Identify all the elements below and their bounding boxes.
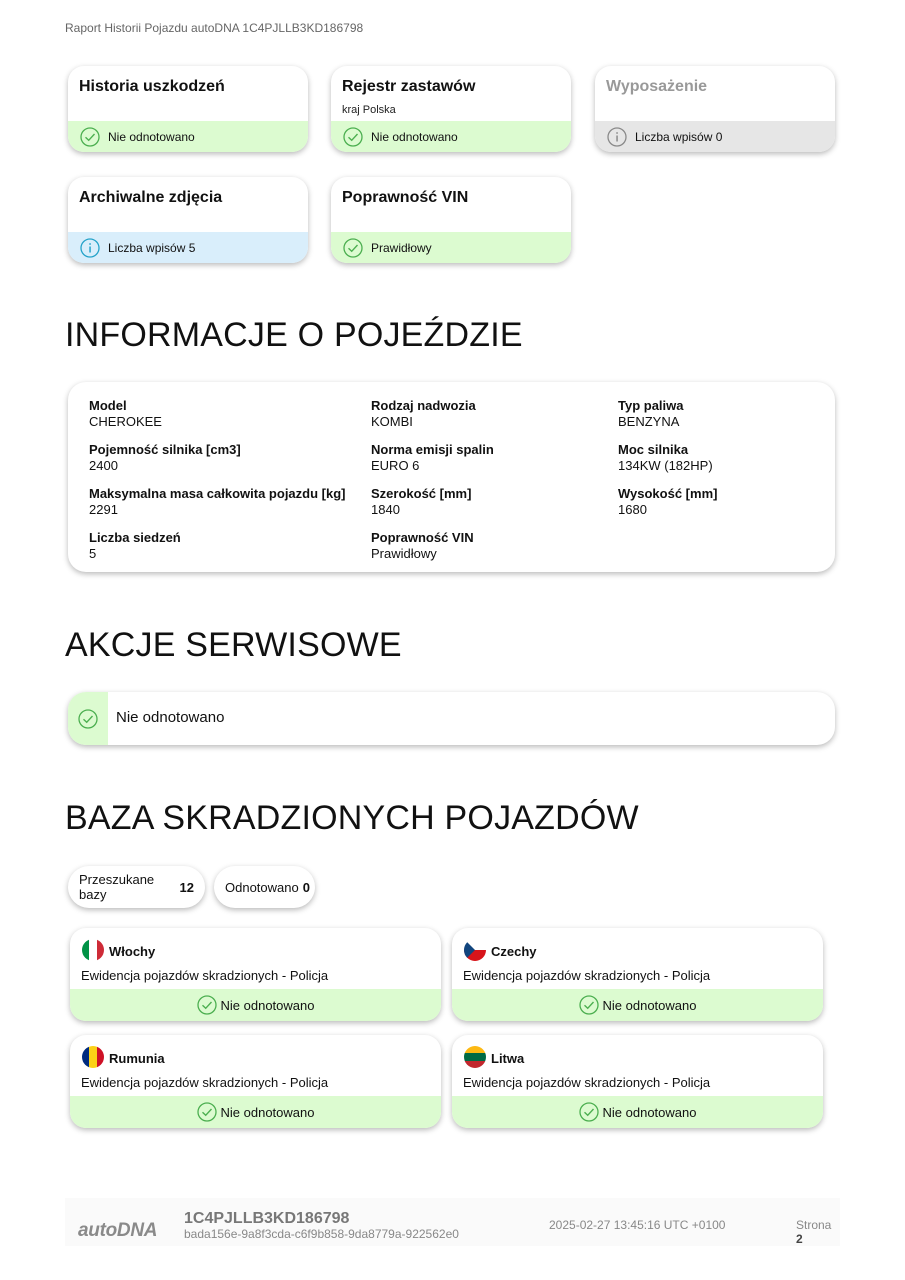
footer-vin: 1C4PJLLB3KD186798	[184, 1210, 350, 1227]
section-title-service-actions: AKCJE SERWISOWE	[65, 626, 402, 664]
check-circle-icon	[197, 1102, 217, 1122]
pill-label: Odnotowano	[225, 879, 299, 895]
card-damage-history[interactable]	[68, 66, 308, 152]
check-circle-icon	[579, 1102, 599, 1122]
card-title: Archiwalne zdjęcia	[79, 189, 223, 206]
info-circle-icon	[607, 127, 627, 147]
status-text: Nie odnotowano	[116, 709, 225, 726]
field-label: Szerokość [mm]	[371, 486, 472, 501]
field-value: 2400	[89, 458, 118, 473]
field-label: Rodzaj nadwozia	[371, 398, 476, 413]
page-footer	[65, 1198, 840, 1246]
info-circle-icon	[80, 238, 100, 258]
database-description: Ewidencja pojazdów skradzionych - Policja	[81, 968, 329, 983]
card-title: Historia uszkodzeń	[79, 78, 225, 95]
field-label: Typ paliwa	[618, 398, 684, 413]
check-circle-icon	[579, 995, 599, 1015]
card-vin-validity[interactable]	[331, 177, 571, 263]
check-circle-icon	[80, 127, 100, 147]
field-label: Poprawność VIN	[371, 530, 474, 545]
country-name: Czechy	[491, 944, 537, 959]
db-card-czechia[interactable]	[452, 928, 823, 1021]
status-text: Nie odnotowano	[220, 1104, 315, 1120]
card-title: Wyposażenie	[606, 78, 708, 95]
field-body-type	[371, 398, 476, 430]
field-value: 134KW (182HP)	[618, 458, 713, 473]
status-text: Liczba wpisów 0	[635, 129, 723, 144]
card-subtitle: kraj Polska	[342, 104, 396, 116]
field-engine-power	[618, 442, 713, 474]
status-bar	[331, 121, 571, 152]
country-name: Włochy	[109, 944, 156, 959]
service-actions-status	[68, 692, 835, 745]
field-value: 1840	[371, 502, 400, 517]
found-records-pill	[214, 866, 315, 908]
field-fuel-type	[618, 398, 684, 430]
db-card-lithuania[interactable]	[452, 1035, 823, 1128]
autodna-logo: autoDNA	[78, 1220, 158, 1241]
status-text: Nie odnotowano	[602, 1104, 697, 1120]
field-seats	[89, 530, 181, 562]
status-text: Nie odnotowano	[220, 997, 315, 1013]
database-description: Ewidencja pojazdów skradzionych - Policja	[463, 1075, 711, 1090]
field-vin-validity	[371, 530, 474, 562]
field-value: EURO 6	[371, 458, 420, 473]
status-text: Prawidłowy	[371, 240, 432, 255]
database-description: Ewidencja pojazdów skradzionych - Policja	[463, 968, 711, 983]
field-value: Prawidłowy	[371, 546, 437, 561]
searched-databases-pill	[68, 866, 205, 908]
pill-count: 12	[179, 879, 194, 895]
pill-count: 0	[302, 879, 310, 895]
card-title: Rejestr zastawów	[342, 78, 476, 95]
field-value: 5	[89, 546, 97, 561]
section-title-vehicle-info: INFORMACJE O POJEŹDZIE	[65, 316, 523, 354]
card-pledge-registry[interactable]	[331, 66, 571, 152]
status-text: Liczba wpisów 5	[108, 240, 196, 255]
country-name: Rumunia	[109, 1051, 165, 1066]
db-card-italy[interactable]	[70, 928, 441, 1021]
field-label: Model	[89, 398, 127, 413]
status-text: Nie odnotowano	[371, 129, 458, 144]
check-circle-icon	[343, 238, 363, 258]
field-label: Pojemność silnika [cm3]	[89, 442, 241, 457]
report-header: Raport Historii Pojazdu autoDNA 1C4PJLLB3KD186798	[65, 21, 364, 35]
status-bar	[595, 121, 835, 152]
check-circle-icon	[343, 127, 363, 147]
field-model	[89, 398, 162, 430]
page-number-value: 2	[796, 1232, 803, 1246]
card-equipment[interactable]	[595, 66, 835, 152]
field-emission-standard	[371, 442, 494, 474]
field-value: BENZYNA	[618, 414, 680, 429]
db-card-romania[interactable]	[70, 1035, 441, 1128]
status-bar	[68, 121, 308, 152]
italy-flag-icon	[82, 939, 104, 961]
status-bar	[70, 1096, 441, 1128]
page-number	[796, 1218, 840, 1246]
field-label: Moc silnika	[618, 442, 689, 457]
field-label: Maksymalna masa całkowita pojazdu [kg]	[89, 486, 346, 501]
status-text: Nie odnotowano	[602, 997, 697, 1013]
field-max-weight	[89, 486, 345, 518]
status-bar	[70, 989, 441, 1021]
status-bar	[452, 1096, 823, 1128]
country-name: Litwa	[491, 1051, 525, 1066]
status-bar	[452, 989, 823, 1021]
check-circle-icon	[78, 709, 98, 729]
vehicle-info-box	[68, 382, 835, 572]
status-bar	[331, 232, 571, 263]
field-width	[371, 486, 471, 518]
field-label: Wysokość [mm]	[618, 486, 718, 501]
czech-flag-icon	[464, 939, 486, 961]
field-value: 1680	[618, 502, 647, 517]
page-label: Strona	[796, 1218, 832, 1232]
field-label: Liczba siedzeń	[89, 530, 181, 545]
status-side	[68, 692, 108, 745]
field-value: KOMBI	[371, 414, 413, 429]
footer-report-id: bada156e-9a8f3cda-c6f9b858-9da8779a-922562e0	[184, 1227, 459, 1241]
status-text: Nie odnotowano	[108, 129, 195, 144]
lithuania-flag-icon	[464, 1046, 486, 1068]
field-label: Norma emisji spalin	[371, 442, 494, 457]
card-archive-photos[interactable]	[68, 177, 308, 263]
field-height	[618, 486, 717, 518]
pill-label: Przeszukane bazy	[79, 872, 155, 902]
card-title: Poprawność VIN	[342, 189, 469, 206]
romania-flag-icon	[82, 1046, 104, 1068]
field-engine-capacity	[89, 442, 241, 474]
footer-datetime: 2025-02-27 13:45:16 UTC +0100	[549, 1218, 726, 1232]
status-bar	[68, 232, 308, 263]
check-circle-icon	[197, 995, 217, 1015]
field-value: 2291	[89, 502, 118, 517]
section-title-stolen-db: BAZA SKRADZIONYCH POJAZDÓW	[65, 799, 639, 837]
field-value: CHEROKEE	[89, 414, 162, 429]
database-description: Ewidencja pojazdów skradzionych - Policja	[81, 1075, 329, 1090]
